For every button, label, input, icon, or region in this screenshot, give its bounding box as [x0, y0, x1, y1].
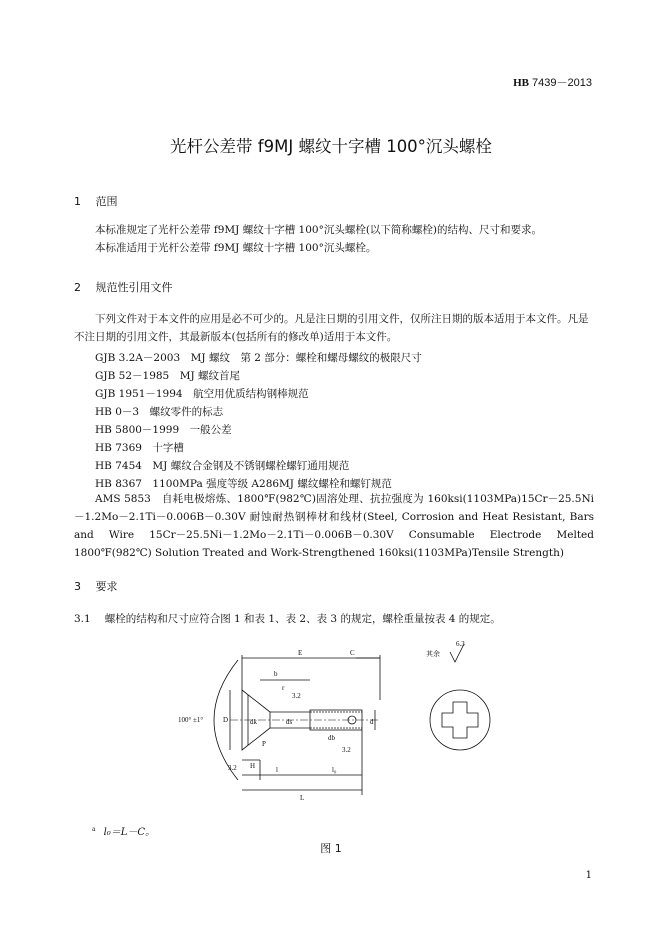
- dim-d: d: [370, 718, 374, 726]
- reference-item: HB 0－3 螺纹零件的标志: [95, 406, 224, 418]
- angle-label: 100° ±1°: [178, 716, 204, 724]
- reference-item: HB 8367 1100MPa 强度等级 A286MJ 螺纹螺栓和螺钉规范: [95, 478, 392, 490]
- dim-dk: dk: [250, 718, 257, 726]
- figure-footnote: $^a$ l₀＝L－C。: [92, 825, 156, 838]
- bolt-drawing: [170, 640, 600, 810]
- dim-l: l: [276, 766, 278, 774]
- page-number: 1: [585, 870, 592, 881]
- section-3-heading: 3 要求: [74, 580, 118, 593]
- reference-item: GJB 1951－1994 航空用优质结构钢棒规范: [95, 388, 309, 400]
- roughness-3-2: 3.2: [292, 692, 301, 700]
- reference-item: HB 7454 MJ 螺纹合金钢及不锈钢螺栓螺钉通用规范: [95, 460, 350, 472]
- reference-item: HB 7369 十字槽: [95, 442, 184, 454]
- scope-paragraph-1: 本标准规定了光杆公差带 f9MJ 螺纹十字槽 100°沉头螺栓(以下简称螺栓)的结构、尺寸和要求。: [95, 224, 543, 236]
- dim-L: L: [300, 794, 305, 802]
- dim-ds: ds: [286, 718, 293, 726]
- scope-paragraph-2: 本标准适用于光杆公差带 f9MJ 螺纹十字槽 100°沉头螺栓。: [95, 242, 377, 254]
- figure-caption: 图 1: [320, 842, 342, 855]
- page-title: 光杆公差带 f9MJ 螺纹十字槽 100°沉头螺栓: [170, 137, 492, 156]
- dim-H: H: [250, 762, 256, 770]
- rest-roughness: 6.3: [456, 640, 465, 648]
- roughness-shank: 3.2: [342, 746, 351, 754]
- requirement-3-1: 3.1 螺栓的结构和尺寸应符合图 1 和表 1、表 2、表 3 的规定，螺栓重量按表 4 的规定。: [74, 613, 501, 625]
- dim-C: C: [350, 649, 355, 657]
- dim-D: D: [223, 716, 229, 724]
- dim-E: E: [298, 649, 303, 657]
- dim-r: r: [282, 684, 285, 692]
- dim-db: db: [328, 734, 335, 742]
- reference-item: HB 5800－1999 一般公差: [95, 424, 232, 436]
- dim-l0: l₀: [332, 766, 337, 774]
- section-2-heading: 2 规范性引用文件: [74, 281, 173, 294]
- dim-P: P: [262, 740, 266, 748]
- dim-b: b: [274, 670, 278, 678]
- references-intro: 下列文件对于本文件的应用是必不可少的。凡是注日期的引用文件，仅所注日期的版本适用于本文件。凡是不注日期的引用文件，其最新版本(包括所有的修改单)适用于本文件。: [74, 313, 589, 343]
- reference-item: GJB 52－1985 MJ 螺纹首尾: [95, 370, 241, 382]
- reference-item: GJB 3.2A－2003 MJ 螺纹 第 2 部分：螺栓和螺母螺纹的极限尺寸: [95, 352, 422, 364]
- roughness-head: 3.2: [228, 764, 237, 772]
- standard-number: HB 7439－2013: [513, 77, 592, 89]
- rest-label: 其余: [426, 650, 440, 658]
- section-1-heading: 1 范围: [74, 195, 118, 208]
- reference-ams: AMS 5853 自耗电极熔炼、1800℉(982℃)固溶处理、抗拉强度为 160ksi(1103MPa)15Cr－25.5Ni－1.2Mo－2.1Ti－0.006B－0.30V 耐蚀耐热钢棒材和线材(Steel, Corrosion and Heat Resistant, Bars and Wire 15Cr－25.5Ni－1.2Mo－2.1Ti－0.006B－0.30V Consumable Electrode Melted 1800℉(982℃) Solution Treated and Work-Strengthened 160ksi(1103MPa)Tensile Strength): [74, 493, 594, 559]
